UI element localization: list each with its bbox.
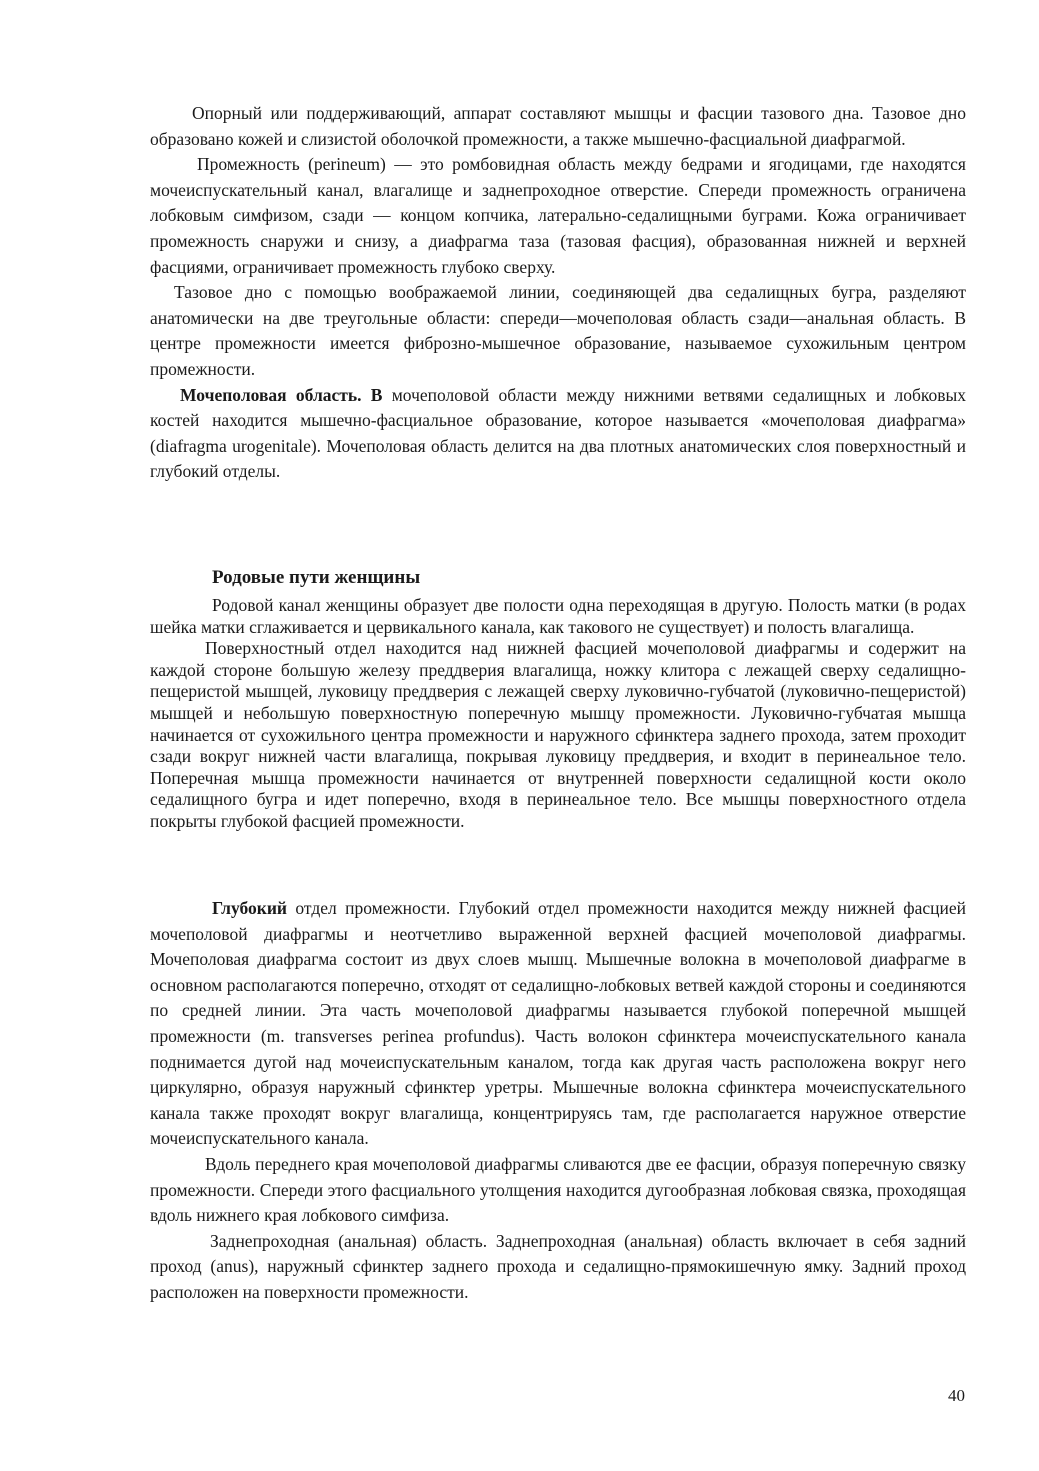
paragraph-pelvic-triangles: Тазовое дно с помощью воображаемой линии, соединяющей два седалищных бугра, разделяют анатомически на две треугольные области: спереди—мочеполовая область сзади—анальная область. В центре промежности имеется фиброзно-мышечное образование, называемое сухожильным центром промежности. [150,282,966,379]
paragraph-urogenital-region [150,383,966,485]
paragraph-perineum: Промежность (perineum) — это ромбовидная область между бедрами и ягодицами, где находятся мочеиспускательный канал, влагалище и заднепроходное отверстие. Спереди промежность ограничена лобковым симфизом, сзади — концом копчика, латерально-седалищными буграми. Кожа ограничивает промежность снаружи и снизу, а диафрагма таза (тазовая фасция), образованная нижней и верхней фасциями, ограничивает промежность глубоко сверху. [150,154,966,277]
text-block-deep-division [150,896,966,1306]
urogenital-region-text: мочеполовой области между нижними ветвями седалищных и лобковых костей находится мышечно-фасциальное образование, которое называется «мочеполовая диафрагма» (diafragma urogenitale). Мочеполовая область делится на два плотных анатомических слоя поверхностный и глубокий отделы. [150,384,966,482]
section-heading: Родовые пути женщины [212,567,421,588]
deep-division-lead: Глубокий [212,898,288,918]
paragraph-anal-region: Заднепроходная (анальная) область. Заднепроходная (анальная) область включает в себя задний проход (anus), наружный сфинктер заднего прохода и седалищно-прямокишечную ямку. Задний проход расположен на поверхности промежности. [150,1230,966,1302]
paragraph-superficial-division: Поверхностный отдел находится над нижней фасцией мочеполовой диафрагмы и содержит на каждой стороне большую железу преддверия влагалища, ножку клитора с лежащей сверху седалищно-пещеристой мышцей, луковицу преддверия с лежащей сверху луковично-губчатой (луковично-пещеристой) мышцей и небольшую поверхностную поперечную мышцу промежности. Луковично-губчатая мышца начинается от сухожильного центра промежности и наружного сфинктера заднего прохода, затем проходит сзади вокруг нижней части влагалища, покрывая луковицу преддверия, и входит в перинеальное тело. Поперечная мышца промежности начинается от внутренней поверхности седалищной кости около седалищного бугра и идет поперечно, входя в перинеальное тело. Все мышцы поверхностного отдела покрыты глубокой фасцией промежности. [150,638,966,831]
text-block-pelvic-floor [150,101,966,485]
urogenital-region-lead: Мочеполовая область. В [180,384,383,405]
paragraph-transverse-ligament: Вдоль переднего края мочеполовой диафрагмы сливаются две ее фасции, образуя поперечную связку промежности. Спереди этого фасциального утолщения находится дугообразная лобковая связка, проходящая вдоль нижнего края лобкового симфиза. [150,1153,966,1226]
page-number: 40 [948,1386,965,1405]
paragraph-birth-canal: Родовой канал женщины образует две полости одна переходящая в другую. Полость матки (в родах шейка матки сглаживается и цервикального канала, как такового не существует) и полость влагалища. [150,595,966,637]
deep-division-text: отдел промежности. Глубокий отдел промежности находится между нижней фасцией мочеполовой диафрагмы и неотчетливо выраженной верхней фасцией мочеполовой диафрагмы. Мочеполовая диафрагма состоит из двух слоев мышц. Мышечные волокна в мочеполовой диафрагме в основном располагаются поперечно, отходят от седалищно-лобковых ветвей каждой стороны и соединяются по средней линии. Эта часть мочеполовой диафрагмы называется глубокой поперечной мышцей промежности (m. transverses perinea profundus). Часть волокон сфинктера мочеиспускательного канала поднимается дугой над мочеиспускательным каналом, тогда как другая часть расположена вокруг него циркулярно, образуя наружный сфинктер уретры. Мышечные волокна сфинктера мочеиспускательного канала также проходят вокруг влагалища, концентрируясь там, где располагается наружное отверстие мочеиспускательного канала. [150,898,966,1149]
text-block-birth-canal [150,565,966,833]
paragraph-support-apparatus: Опорный или поддерживающий, аппарат составляют мышцы и фасции тазового дна. Тазовое дно образовано кожей и слизистой оболочкой промежности, а также мышечно-фасциальной диафрагмой. [150,103,966,149]
paragraph-deep-division [150,896,966,1152]
